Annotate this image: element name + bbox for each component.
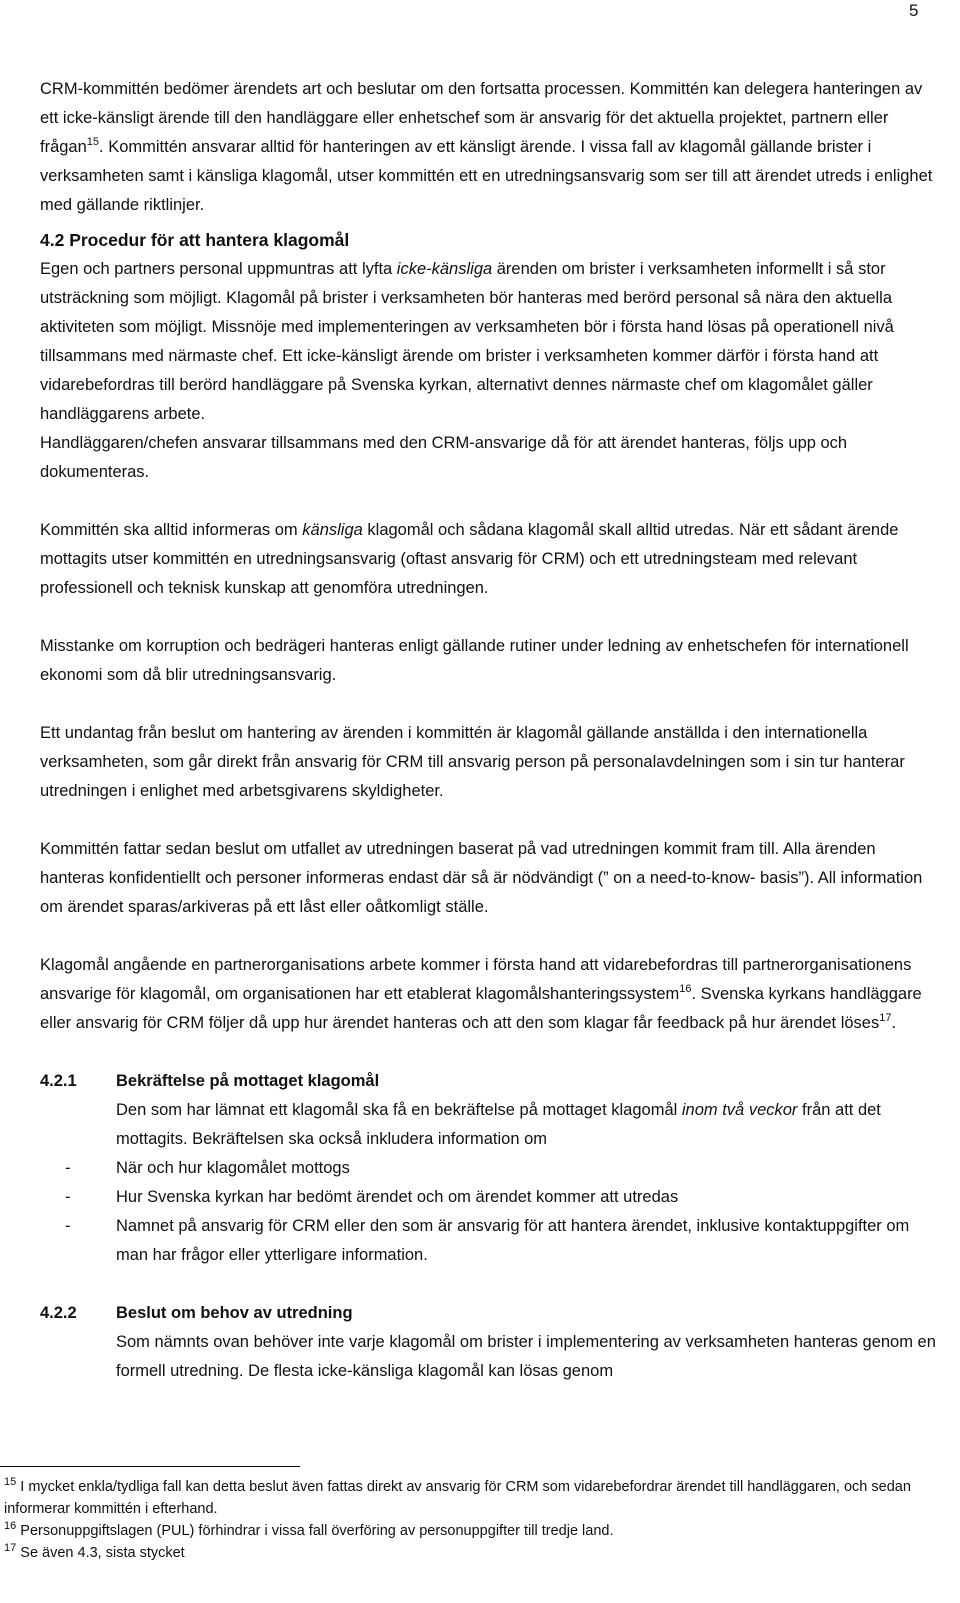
subsection-title: Bekräftelse på mottaget klagomål — [116, 1072, 380, 1090]
paragraph: Misstanke om korruption och bedrägeri hanteras enligt gällande rutiner under ledning av enhetschefen för internationell ekonomi som då blir utredningsansvarig. — [40, 637, 909, 684]
list-dash: - — [65, 1188, 71, 1206]
list-item-text: Hur Svenska kyrkan har bedömt ärendet och om ärendet kommer att utredas — [116, 1188, 679, 1206]
text-span: klagomål och sådana klagomål skall alltid utredas. När ett sådant ärende mottagits utser kommittén en utredningsansvarig (oftast ansvarig för CRM) och ett utredningsteam med relevant professionell och teknisk kunskap att genomföra utredningen. — [40, 521, 899, 597]
footnote-number: 16 — [4, 1520, 17, 1532]
emphasis: inom två veckor — [681, 1101, 798, 1119]
page-number: 5 — [909, 1, 919, 20]
text-span: Den som har lämnat ett klagomål ska få en bekräftelse på mottaget klagomål — [116, 1101, 682, 1119]
emphasis: känsliga — [302, 521, 363, 539]
footnote-text: Personuppgiftslagen (PUL) förhindrar i vissa fall överföring av personuppgifter till tredje land. — [20, 1523, 614, 1539]
footnote-ref[interactable]: 15 — [86, 136, 100, 148]
subsection-heading — [40, 1299, 942, 1328]
list-dash: - — [65, 1217, 71, 1235]
text-span: Kommittén ska alltid informeras om — [40, 521, 303, 539]
text-span: . — [891, 1014, 897, 1032]
paragraph: Som nämnts ovan behöver inte varje klagomål om brister i implementering av verksamheten hanteras genom en formell utredning. De flesta icke-känsliga klagomål kan lösas genom — [116, 1333, 936, 1380]
text-span: ärenden om brister i verksamheten informellt i så stor utsträckning som möjligt. Klagomål på brister i verksamheten bör hanteras med berörd personal så nära den aktuella aktiviteten som möjligt. Missnöje med implementeringen av verksamheten bör i första hand lösas på operationell nivå tillsammans med närmaste chef. Ett icke-känsligt ärende om brister i verksamheten kommer därför i första hand att vidarebefordras till berörd handläggare på Svenska kyrkan, alternativt dennes närmaste chef om klagomålet gäller handläggarens arbete. — [40, 260, 894, 423]
list-item — [40, 1154, 942, 1183]
subsection-title: Beslut om behov av utredning — [116, 1304, 353, 1322]
subsection-number: 4.2.2 — [40, 1304, 77, 1322]
footnote-text: Se även 4.3, sista stycket — [20, 1545, 185, 1561]
text-span: från att det mottagits. Bekräftelsen ska också inkludera information om — [116, 1101, 881, 1148]
list-item-text: Namnet på ansvarig för CRM eller den som är ansvarig för att hantera ärendet, inklusive kontaktuppgifter om man har frågor eller ytterligare information. — [116, 1217, 910, 1264]
paragraph — [40, 951, 942, 1038]
paragraph — [40, 255, 942, 429]
footnote-divider — [0, 1466, 300, 1467]
paragraph: Ett undantag från beslut om hantering av ärenden i kommittén är klagomål gällande anställda i den internationella verksamheten, som går direkt från ansvarig för CRM till ansvarig person på personalavdelningen som i sin tur hanterar utredningen i enlighet med arbetsgivarens skyldigheter. — [40, 724, 905, 800]
footnote-ref[interactable]: 17 — [879, 1012, 892, 1024]
intro-paragraph — [40, 75, 942, 220]
footnotes — [4, 1476, 934, 1564]
subsection-number: 4.2.1 — [40, 1072, 77, 1090]
emphasis: icke-känsliga — [396, 260, 493, 278]
paragraph: Kommittén fattar sedan beslut om utfallet av utredningen baserat på vad utredningen kommit fram till. Alla ärenden hanteras konfidentiellt och personer informeras endast där så är nödvändigt (” on a need-to-know- basis”). All information om ärendet sparas/arkiveras på ett låst eller oåtkomligt ställe. — [40, 840, 923, 916]
text-span: Egen och partners personal uppmuntras att lyfta — [40, 260, 397, 278]
footnote — [4, 1476, 934, 1520]
footnote-number: 15 — [4, 1476, 17, 1488]
footnote-text: I mycket enkla/tydliga fall kan detta beslut även fattas direkt av ansvarig för CRM som vidarebefordrar ärendet till handläggaren, och sedan informerar kommittén i efterhand. — [4, 1479, 911, 1517]
list-dash: - — [65, 1159, 71, 1177]
text-span: CRM-kommittén bedömer ärendets art och beslutar om den fortsatta processen. Kommittén kan delegera hanteringen av ett icke-känsligt ärende till den handläggare eller enhetschef som är ansvarig för det aktuella projektet, partnern eller frågan — [40, 80, 923, 156]
paragraph: Handläggaren/chefen ansvarar tillsammans med den CRM-ansvarige då för att ärendet hanteras, följs upp och dokumenteras. — [40, 434, 848, 481]
paragraph — [40, 1096, 942, 1154]
section-heading: 4.2 Procedur för att hantera klagomål — [40, 230, 350, 250]
subsection-heading — [40, 1067, 942, 1096]
text-span: Klagomål angående en partnerorganisations arbete kommer i första hand att vidarebefordras till partnerorganisationens ansvarige för klagomål, om organisationen har ett etablerat klagomålshanteringssystem — [40, 956, 912, 1003]
list-item — [40, 1183, 942, 1212]
list-item — [40, 1212, 942, 1270]
list-item-text: När och hur klagomålet mottogs — [116, 1159, 350, 1177]
footnote-number: 17 — [4, 1542, 17, 1554]
text-span: . Kommittén ansvarar alltid för hanteringen av ett känsligt ärende. I vissa fall av klagomål gällande brister i verksamheten samt i känsliga klagomål, utser kommittén ett en utredningsansvarig som ser till att ärendet utreds i enlighet med gällande riktlinjer. — [40, 138, 933, 214]
footnote — [4, 1542, 934, 1564]
text-span: . Svenska kyrkans handläggare eller ansvarig för CRM följer då upp hur ärendet hanteras och att den som klagar får feedback på hur ärendet löses — [40, 985, 922, 1032]
document-body — [40, 75, 942, 1386]
footnote-ref[interactable]: 16 — [679, 983, 692, 995]
paragraph — [40, 516, 942, 603]
footnote — [4, 1520, 934, 1542]
